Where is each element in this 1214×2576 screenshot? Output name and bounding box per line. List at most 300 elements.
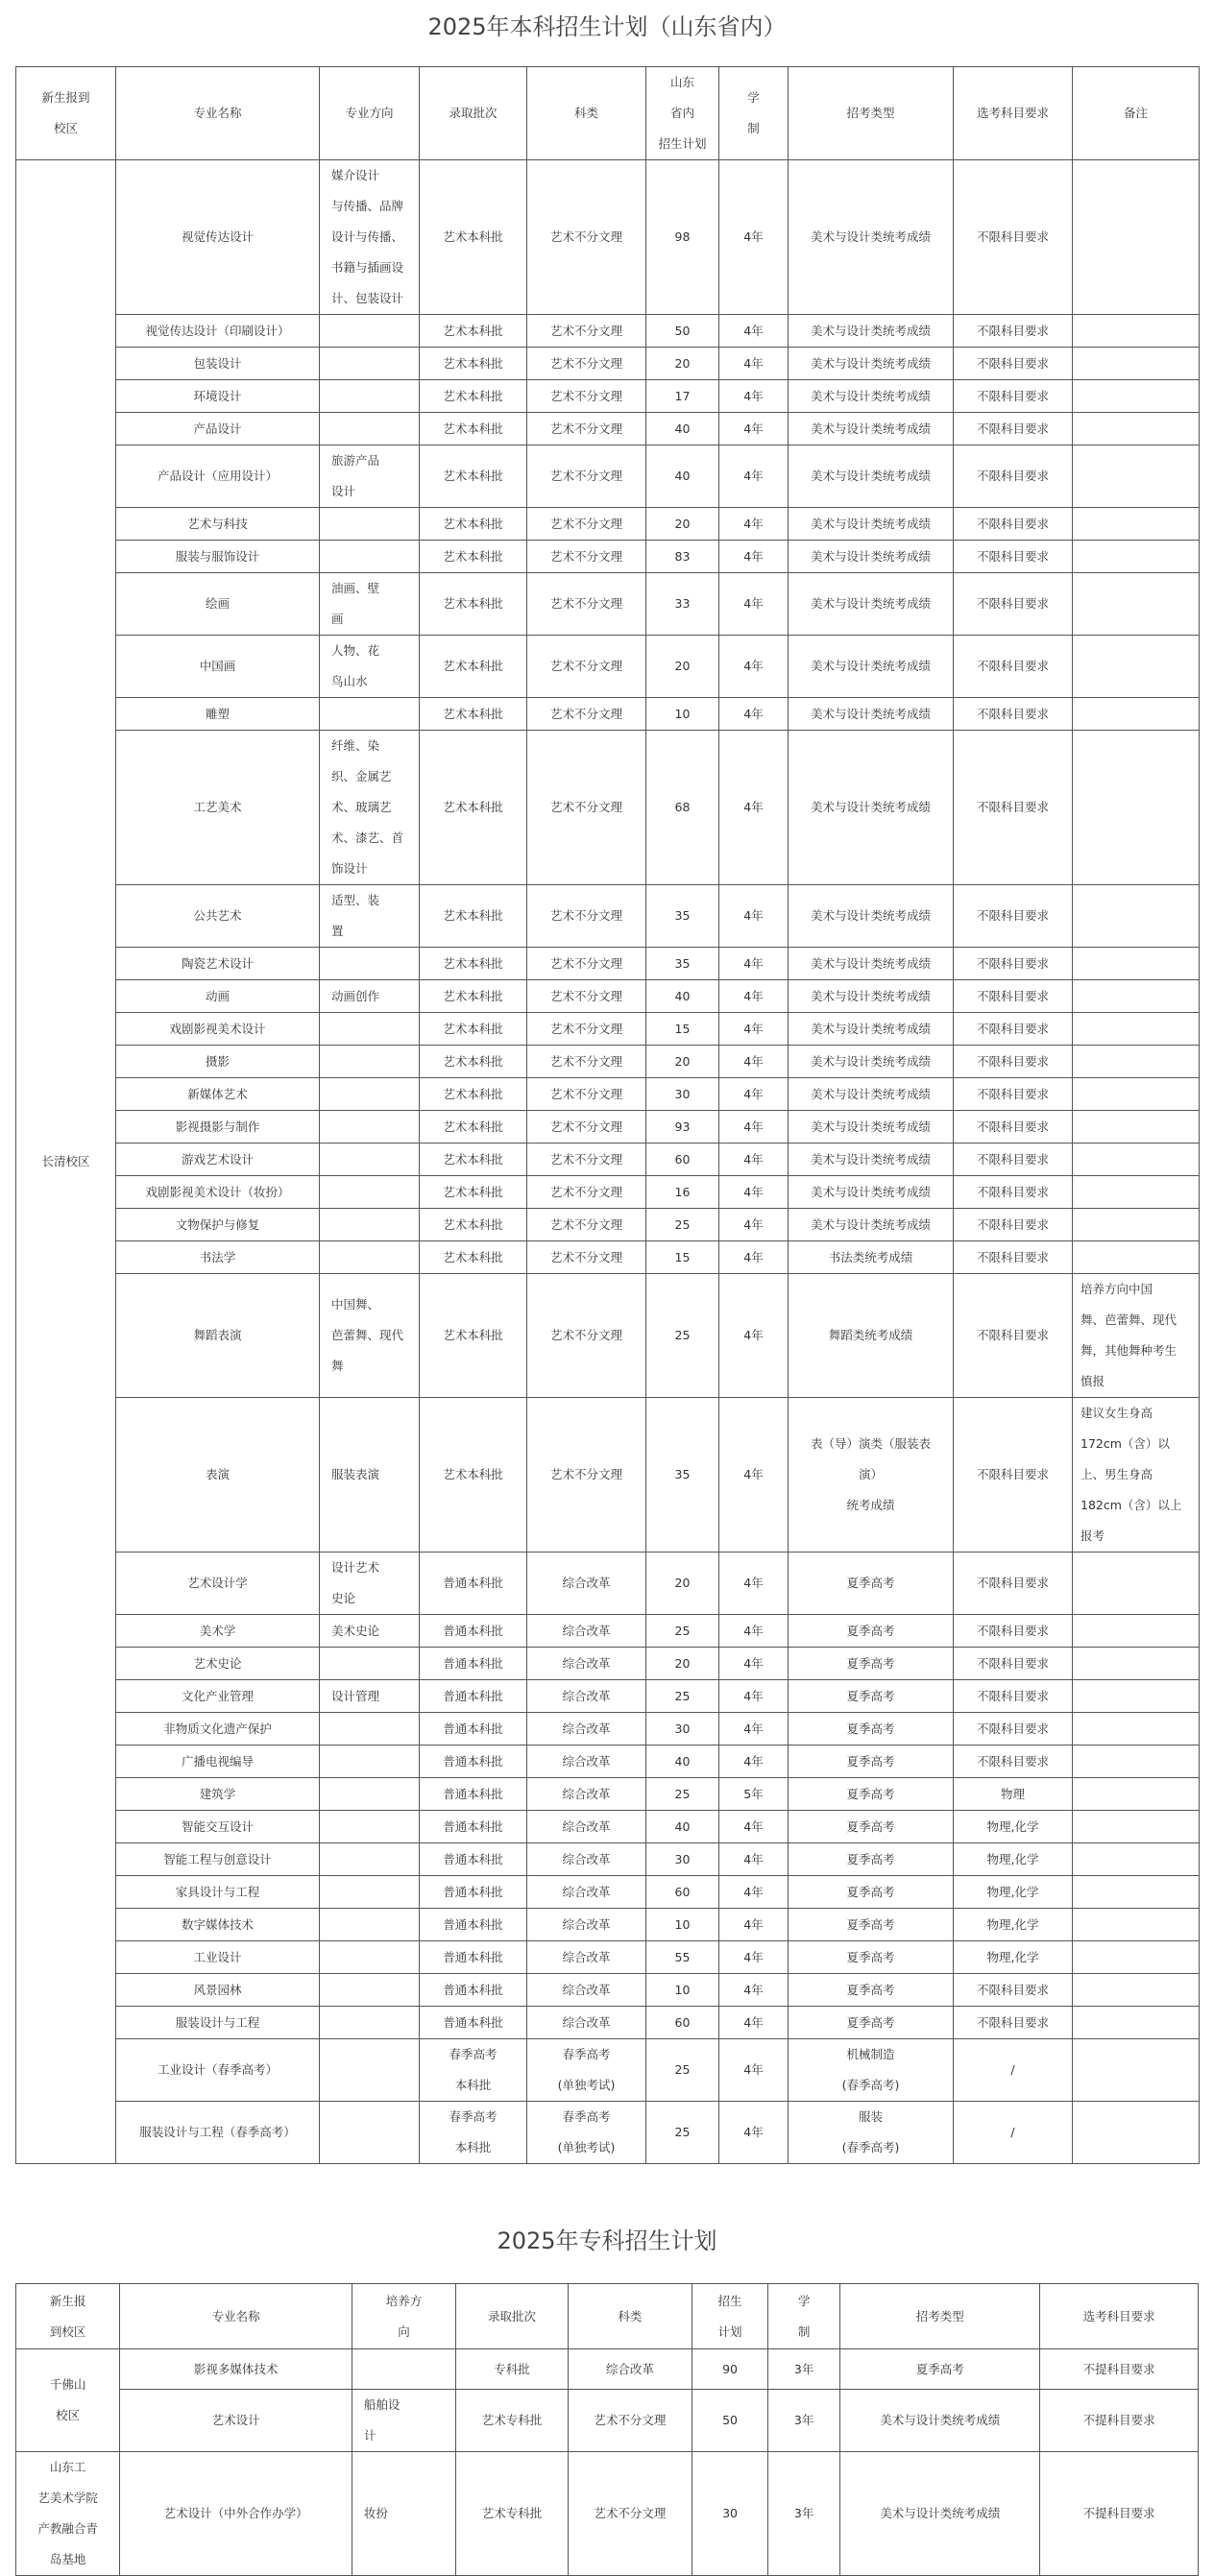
remark-line: 182cm（含）以上 [1080, 1498, 1182, 1512]
admission-batch [420, 1274, 527, 1398]
subject-category-line: 综合改革 [562, 1982, 611, 1997]
study-years: 4年 [719, 2007, 789, 2039]
enrollment-plan: 60 [646, 1876, 719, 1909]
exam-type [789, 980, 954, 1013]
admission-batch-line: 本科批 [454, 2078, 492, 2092]
table-row [16, 1553, 1200, 1615]
major-name [116, 948, 320, 980]
admission-batch [420, 2102, 527, 2164]
subject-category [527, 1144, 646, 1176]
major-name [116, 413, 320, 445]
subject-requirement [954, 698, 1073, 731]
subject-category [527, 2102, 646, 2164]
header-years-line: 学 [747, 90, 760, 105]
study-years: 4年 [719, 1111, 789, 1144]
major-name [116, 315, 320, 348]
major-name-line: 产品设计（应用设计） [157, 469, 278, 483]
subject-category-line: 艺术不分文理 [549, 908, 622, 923]
enrollment-plan: 93 [646, 1111, 719, 1144]
header-years [719, 67, 789, 160]
admission-batch-line: 艺术本科批 [443, 1151, 503, 1167]
exam-type-line: 美术与设计类统考成绩 [810, 908, 931, 923]
admission-batch-line: 艺术本科批 [443, 1467, 503, 1481]
header-plan [692, 2284, 767, 2349]
admission-batch [420, 948, 527, 980]
subject-category-line: 艺术不分文理 [549, 323, 622, 338]
subject-category-line: 综合改革 [562, 1655, 611, 1671]
admission-batch-line: 艺术本科批 [443, 800, 503, 814]
study-years: 4年 [719, 348, 789, 380]
enrollment-plan: 83 [646, 541, 719, 573]
major-name-line: 雕塑 [205, 706, 230, 721]
exam-type [789, 885, 954, 948]
major-direction [320, 1811, 420, 1843]
major-direction [320, 380, 420, 413]
study-years: 4年 [719, 445, 789, 508]
enrollment-plan: 25 [646, 2102, 719, 2164]
subject-requirement-line: 不限科目要求 [976, 1053, 1049, 1069]
subject-category [527, 1974, 646, 2007]
study-years: 3年 [768, 2452, 840, 2576]
subject-category-line: 春季高考 [562, 2047, 611, 2061]
table-row [16, 2007, 1200, 2039]
remark [1073, 1974, 1200, 2007]
subject-requirement [954, 573, 1073, 636]
subject-requirement [954, 885, 1073, 948]
subject-requirement [954, 508, 1073, 541]
table-row [16, 1974, 1200, 2007]
exam-type [789, 1144, 954, 1176]
header-batch: 录取批次 [456, 2284, 569, 2349]
exam-type [789, 1648, 954, 1680]
major-name-line: 公共艺术 [193, 908, 242, 923]
subject-requirement [954, 2007, 1073, 2039]
subject-category [527, 885, 646, 948]
exam-type-line: 美术与设计类统考成绩 [810, 229, 931, 244]
header-plan-line: 招生 [717, 2293, 742, 2308]
table-row [16, 1680, 1200, 1713]
exam-type-line: 美术与设计类统考成绩 [810, 355, 931, 371]
major-name-line: 舞蹈表演 [193, 1328, 242, 1342]
subject-requirement [954, 348, 1073, 380]
subject-requirement-line: 不限科目要求 [976, 1655, 1049, 1671]
major-direction [320, 445, 420, 508]
subject-category-line: 综合改革 [562, 2014, 611, 2030]
subject-category [527, 1615, 646, 1648]
exam-type-line: 夏季高考 [846, 1916, 895, 1932]
major-name [116, 1648, 320, 1680]
exam-type-line: 夏季高考 [846, 1688, 895, 1703]
exam-type-line: 夏季高考 [846, 1623, 895, 1638]
major-name-line: 非物质文化遗产保护 [163, 1721, 272, 1736]
enrollment-plan: 25 [646, 1778, 719, 1811]
major-direction [320, 1680, 420, 1713]
table-row [16, 980, 1200, 1013]
exam-type [789, 2039, 954, 2102]
subject-category-line: 综合改革 [562, 1916, 611, 1932]
table-row [16, 348, 1200, 380]
study-years: 5年 [719, 1778, 789, 1811]
subject-requirement [954, 948, 1073, 980]
subject-requirement [954, 1843, 1073, 1876]
remark [1073, 1745, 1200, 1778]
header-years-line: 学 [797, 2293, 811, 2308]
study-years: 4年 [719, 1843, 789, 1876]
subject-category-line: 艺术不分文理 [549, 800, 622, 814]
remark [1073, 2007, 1200, 2039]
major-direction [320, 698, 420, 731]
exam-type-line: 夏季高考 [846, 1753, 895, 1769]
admission-batch-line: 普通本科批 [443, 1753, 503, 1769]
admission-batch: 艺术专科批 [456, 2452, 569, 2576]
table-row [16, 1713, 1200, 1745]
subject-category [527, 1648, 646, 1680]
admission-batch [420, 2007, 527, 2039]
study-years: 4年 [719, 413, 789, 445]
major-direction-line: 史论 [331, 1591, 356, 1605]
subject-category [527, 508, 646, 541]
subject-requirement [954, 1680, 1073, 1713]
table-row [16, 1013, 1200, 1046]
major-direction [352, 2390, 455, 2452]
subject-requirement [954, 1713, 1073, 1745]
major-name [116, 1843, 320, 1876]
major-name [116, 1909, 320, 1941]
subject-category-line: 艺术不分文理 [549, 1021, 622, 1036]
subject-category [527, 348, 646, 380]
admission-batch-line: 艺术本科批 [443, 469, 503, 483]
subject-category-line: 艺术不分文理 [549, 596, 622, 611]
major-direction [320, 160, 420, 315]
subject-requirement-line: 不限科目要求 [976, 1216, 1049, 1232]
enrollment-plan: 15 [646, 1013, 719, 1046]
subject-requirement-line: 不限科目要求 [976, 1151, 1049, 1167]
major-name-line: 广播电视编导 [181, 1753, 254, 1769]
admission-batch [420, 541, 527, 573]
remark [1073, 1176, 1200, 1209]
major-name [116, 541, 320, 573]
undergrad-title: 2025年本科招生计划（山东省内） [427, 13, 787, 40]
subject-category-line: 艺术不分文理 [549, 548, 622, 564]
enrollment-plan: 98 [646, 160, 719, 315]
enrollment-plan: 16 [646, 1176, 719, 1209]
subject-category [527, 160, 646, 315]
enrollment-plan: 20 [646, 1648, 719, 1680]
table-row [16, 636, 1200, 698]
table-row [16, 1843, 1200, 1876]
major-direction-line: 纤维、染 [331, 738, 380, 753]
major-direction [320, 1046, 420, 1078]
table-row [16, 380, 1200, 413]
admission-batch-line: 艺术本科批 [443, 1086, 503, 1101]
major-direction-line: 中国舞、 [331, 1297, 380, 1312]
table-row [16, 1909, 1200, 1941]
remark [1073, 980, 1200, 1013]
major-name [116, 2007, 320, 2039]
enrollment-plan: 20 [646, 636, 719, 698]
exam-type [789, 698, 954, 731]
major-name [116, 348, 320, 380]
admission-batch [420, 1046, 527, 1078]
study-years: 4年 [719, 1176, 789, 1209]
major-direction-line: 动画创作 [331, 988, 380, 1003]
table-row [16, 1778, 1200, 1811]
subject-requirement [954, 1046, 1073, 1078]
admission-batch [420, 1778, 527, 1811]
header-campus-line: 新生报 [49, 2293, 86, 2308]
major-direction [320, 348, 420, 380]
subject-category [527, 1778, 646, 1811]
admission-batch [420, 1013, 527, 1046]
enrollment-plan: 17 [646, 380, 719, 413]
exam-type [789, 315, 954, 348]
table-row [16, 1209, 1200, 1241]
study-years: 4年 [719, 2039, 789, 2102]
subject-category-line: 综合改革 [562, 1623, 611, 1638]
header-row [16, 67, 1200, 160]
study-years: 4年 [719, 1013, 789, 1046]
remark-line: 培养方向中国 [1080, 1282, 1153, 1296]
exam-type [789, 1398, 954, 1553]
subject-category [527, 2007, 646, 2039]
exam-type-line: 夏季高考 [846, 2014, 895, 2030]
study-years: 4年 [719, 573, 789, 636]
major-name [116, 636, 320, 698]
subject-requirement [954, 1013, 1073, 1046]
subject-category-line: (单独考试) [557, 2078, 616, 2092]
enrollment-plan: 25 [646, 1209, 719, 1241]
subject-category-line: 艺术不分文理 [549, 355, 622, 371]
major-name-line: 中国画 [199, 659, 236, 673]
enrollment-plan: 30 [646, 1713, 719, 1745]
remark [1073, 1778, 1200, 1811]
exam-type-line: 美术与设计类统考成绩 [810, 548, 931, 564]
admission-batch-line: 艺术本科批 [443, 908, 503, 923]
header-plan [646, 67, 719, 160]
major-name [116, 1274, 320, 1398]
subject-requirement [954, 1553, 1073, 1615]
major-direction-line: 术、漆艺、首 [331, 831, 404, 845]
exam-type [789, 1553, 954, 1615]
subject-category-line: 艺术不分文理 [549, 1086, 622, 1101]
major-name-line: 建筑学 [199, 1786, 236, 1801]
subject-category [527, 1876, 646, 1909]
exam-type-line: 夏季高考 [846, 1576, 895, 1590]
subject-requirement-line: 不限科目要求 [976, 355, 1049, 371]
major-direction [320, 2039, 420, 2102]
enrollment-plan: 60 [646, 1144, 719, 1176]
admission-batch [420, 1843, 527, 1876]
exam-type [789, 1046, 954, 1078]
subject-requirement-line: 物理,化学 [986, 1818, 1039, 1834]
subject-requirement-line: 物理 [1000, 1786, 1025, 1801]
admission-batch [420, 731, 527, 885]
undergrad-plan-table [15, 66, 1200, 2164]
subject-category [527, 731, 646, 885]
subject-category [527, 573, 646, 636]
exam-type [789, 948, 954, 980]
exam-type [789, 1241, 954, 1274]
major-name [116, 1811, 320, 1843]
major-name [116, 1553, 320, 1615]
subject-requirement-line: 不限科目要求 [976, 1753, 1049, 1769]
remark [1073, 1811, 1200, 1843]
major-direction-line: 鸟山水 [331, 674, 368, 688]
exam-type-line: (春季高考) [841, 2140, 900, 2155]
admission-batch-line: 艺术本科批 [443, 229, 503, 244]
subject-requirement-line: / [1010, 2125, 1015, 2139]
major-direction [320, 1111, 420, 1144]
admission-batch [420, 1144, 527, 1176]
exam-type-line: 美术与设计类统考成绩 [810, 706, 931, 721]
subject-category [527, 636, 646, 698]
subject-category-line: 艺术不分文理 [549, 1119, 622, 1134]
subject-requirement-line: 不限科目要求 [976, 706, 1049, 721]
subject-category-line: 艺术不分文理 [549, 1053, 622, 1069]
subject-requirement-line: 物理,化学 [986, 1916, 1039, 1932]
subject-requirement-line: 不限科目要求 [976, 908, 1049, 923]
table-row [16, 1941, 1200, 1974]
exam-type [789, 1078, 954, 1111]
header-exam-type: 招考类型 [789, 67, 954, 160]
major-direction [320, 573, 420, 636]
subject-requirement [954, 160, 1073, 315]
header-direction [352, 2284, 455, 2349]
admission-batch-line: 艺术本科批 [443, 355, 503, 371]
exam-type [789, 1274, 954, 1398]
header-plan-line: 省内 [669, 106, 694, 120]
major-name [116, 698, 320, 731]
subject-category: 综合改革 [568, 2349, 692, 2390]
subject-category-line: (单独考试) [557, 2140, 616, 2155]
table-row [16, 573, 1200, 636]
subject-category [527, 1398, 646, 1553]
subject-requirement-line: 不限科目要求 [976, 1576, 1049, 1590]
subject-category-line: 艺术不分文理 [549, 469, 622, 483]
enrollment-plan: 15 [646, 1241, 719, 1274]
exam-type-line: 服装 [858, 2109, 883, 2124]
remark [1073, 1680, 1200, 1713]
subject-category [527, 2039, 646, 2102]
major-name-line: 陶瓷艺术设计 [181, 955, 254, 971]
subject-requirement [954, 1398, 1073, 1553]
enrollment-plan: 10 [646, 1974, 719, 2007]
table-row [16, 1144, 1200, 1176]
exam-type: 夏季高考 [840, 2349, 1040, 2390]
subject-category-line: 综合改革 [562, 1818, 611, 1834]
enrollment-plan: 60 [646, 2007, 719, 2039]
remark-line: 舞、芭蕾舞、现代 [1080, 1312, 1178, 1327]
exam-type [789, 2007, 954, 2039]
campus-cell-line: 艺美术学院 [37, 2491, 98, 2505]
major-name-line: 游戏艺术设计 [181, 1151, 254, 1167]
major-direction [320, 1398, 420, 1553]
major-direction [320, 1843, 420, 1876]
campus-cell-line: 山东工 [49, 2460, 86, 2474]
subject-requirement [954, 413, 1073, 445]
subject-requirement [954, 1274, 1073, 1398]
remark [1073, 1111, 1200, 1144]
major-direction [320, 2007, 420, 2039]
major-direction-line: 计 [363, 2428, 376, 2443]
remark-line: 舞，其他舞种考生 [1080, 1343, 1178, 1358]
enrollment-plan: 20 [646, 1046, 719, 1078]
table-row [16, 1078, 1200, 1111]
admission-batch [420, 1648, 527, 1680]
major-direction [320, 1941, 420, 1974]
enrollment-plan: 40 [646, 1811, 719, 1843]
major-name: 艺术设计 [120, 2390, 352, 2452]
table-row [16, 2349, 1199, 2390]
header-campus-line: 校区 [53, 121, 78, 135]
remark [1073, 1144, 1200, 1176]
enrollment-plan: 25 [646, 2039, 719, 2102]
enrollment-plan: 40 [646, 980, 719, 1013]
exam-type-line: 美术与设计类统考成绩 [810, 955, 931, 971]
subject-requirement [954, 315, 1073, 348]
exam-type-line: 美术与设计类统考成绩 [810, 421, 931, 436]
admission-batch-line: 艺术本科批 [443, 421, 503, 436]
enrollment-plan: 30 [646, 1078, 719, 1111]
subject-requirement-line: 不限科目要求 [976, 1119, 1049, 1134]
subject-requirement-line: 物理,化学 [986, 1949, 1039, 1964]
admission-batch-line: 普通本科批 [443, 1818, 503, 1834]
subject-category [527, 1843, 646, 1876]
major-name [116, 573, 320, 636]
admission-batch [420, 1078, 527, 1111]
table-row [16, 1745, 1200, 1778]
subject-category [527, 1111, 646, 1144]
subject-requirement-line: 不限科目要求 [976, 1688, 1049, 1703]
study-years: 4年 [719, 1909, 789, 1941]
exam-type-line: 美术与设计类统考成绩 [810, 800, 931, 814]
admission-batch-line: 春季高考 [449, 2047, 498, 2061]
header-years-line: 制 [797, 2323, 811, 2339]
admission-batch-line: 艺术本科批 [443, 1021, 503, 1036]
major-name [116, 1209, 320, 1241]
major-direction [320, 1176, 420, 1209]
exam-type-line: 美术与设计类统考成绩 [810, 388, 931, 403]
major-name-line: 戏剧影视美术设计（妆扮） [145, 1184, 290, 1199]
major-name-line: 智能交互设计 [181, 1818, 254, 1834]
study-years: 4年 [719, 948, 789, 980]
major-direction [320, 1909, 420, 1941]
major-direction-line: 设计艺术 [331, 1560, 380, 1575]
subject-requirement-line: 物理,化学 [986, 1851, 1039, 1866]
subject-requirement-line: 不限科目要求 [976, 229, 1049, 244]
major-name-line: 产品设计 [193, 421, 242, 436]
remark [1073, 315, 1200, 348]
enrollment-plan: 25 [646, 1680, 719, 1713]
table-row [16, 1615, 1200, 1648]
major-direction [320, 1648, 420, 1680]
header-subjects: 选考科目要求 [1040, 2284, 1199, 2349]
study-years: 4年 [719, 980, 789, 1013]
subject-category [527, 948, 646, 980]
major-direction [320, 1713, 420, 1745]
subject-requirement [954, 1209, 1073, 1241]
major-direction-line: 美术史论 [331, 1623, 380, 1638]
admission-batch-line: 普通本科批 [443, 1884, 503, 1899]
admission-batch-line: 艺术本科批 [443, 548, 503, 564]
subject-requirement-line: 不限科目要求 [976, 596, 1049, 611]
subject-category-line: 艺术不分文理 [549, 955, 622, 971]
admission-batch [420, 980, 527, 1013]
remark [1073, 1615, 1200, 1648]
campus-cell: 长清校区 [16, 160, 116, 2164]
major-direction-line: 与传播、品牌 [331, 199, 404, 213]
study-years: 4年 [719, 541, 789, 573]
